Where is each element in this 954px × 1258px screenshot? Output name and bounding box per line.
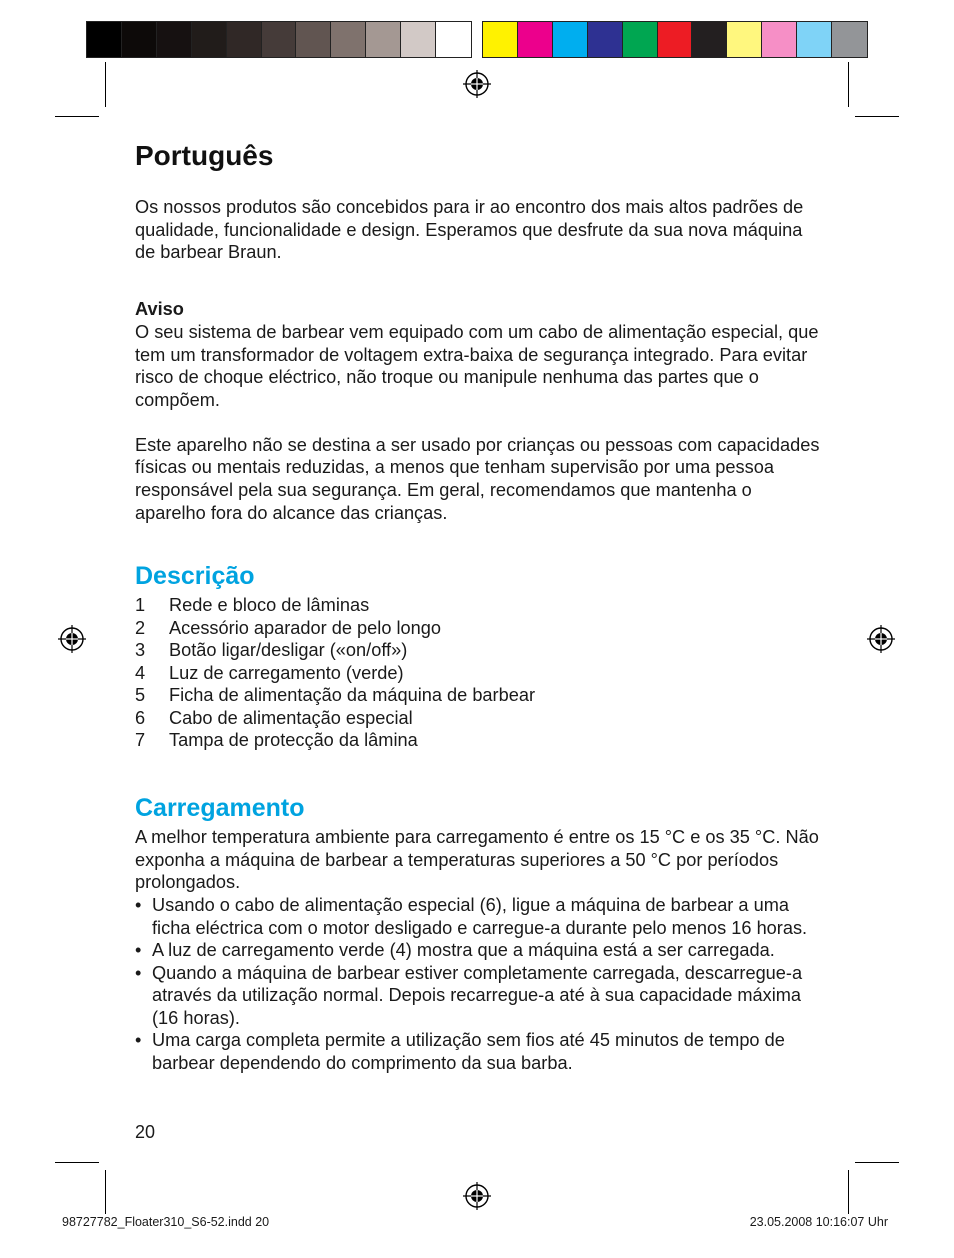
list-item-number: 3 bbox=[135, 640, 146, 661]
color-swatch bbox=[296, 22, 331, 57]
bullet-icon: • bbox=[135, 895, 142, 916]
charging-intro: A melhor temperatura ambiente para carregamento é entre os 15 °C e os 35 °C. Não exponha a máquina de barbear a temperaturas superiores a 50 °C por períodos prolongados. bbox=[135, 826, 819, 893]
list-item bbox=[135, 729, 825, 752]
registration-mark-icon bbox=[462, 1181, 492, 1211]
list-item-text: A luz de carregamento verde (4) mostra que a máquina está a ser carregada. bbox=[152, 940, 775, 961]
color-swatch bbox=[366, 22, 401, 57]
footer-filename: 98727782_Floater310_S6-52.indd 20 bbox=[62, 1215, 270, 1229]
list-item-text: Quando a máquina de barbear estiver completamente carregada, descarregue-a através da utilização normal. Depois recarregue-a até à sua capacidade máxima (16 horas). bbox=[152, 962, 803, 1028]
parts-list bbox=[135, 594, 825, 752]
color-swatch bbox=[797, 22, 832, 57]
crop-mark bbox=[848, 1170, 849, 1214]
color-swatch bbox=[762, 22, 797, 57]
color-swatch bbox=[483, 22, 518, 57]
crop-mark bbox=[55, 116, 99, 117]
registration-mark-icon bbox=[462, 69, 492, 99]
list-item-text: Tampa de protecção da lâmina bbox=[169, 730, 418, 751]
list-item-text: Cabo de alimentação especial bbox=[169, 707, 413, 728]
list-item-text: Acessório aparador de pelo longo bbox=[169, 617, 441, 638]
color-swatch bbox=[623, 22, 658, 57]
list-item bbox=[135, 707, 825, 730]
color-swatch bbox=[518, 22, 553, 57]
list-item-text: Ficha de alimentação da máquina de barbear bbox=[169, 685, 536, 706]
crop-mark bbox=[848, 62, 849, 107]
color-swatch bbox=[553, 22, 588, 57]
list-item-text: Usando o cabo de alimentação especial (6), ligue a máquina de barbear a uma ficha eléctrica com o motor desligado e carregue-a durante pelo menos 16 horas. bbox=[152, 895, 808, 938]
charging-instructions-list bbox=[135, 894, 825, 1074]
color-swatch bbox=[588, 22, 623, 57]
list-item-number: 7 bbox=[135, 730, 146, 751]
list-item-number: 6 bbox=[135, 707, 146, 728]
color-swatch bbox=[122, 22, 157, 57]
warning-title: Aviso bbox=[135, 299, 184, 320]
registration-mark-icon bbox=[57, 624, 87, 654]
color-swatch bbox=[157, 22, 192, 57]
crop-mark bbox=[105, 62, 106, 107]
children-warning-paragraph: Este aparelho não se destina a ser usado por crianças ou pessoas com capacidades físicas ou mentais reduzidas, a menos que tenham supervisão por uma pessoa responsável pela sua segurança. Em geral, recomendamos que mantenha o aparelho fora do alcance das crianças. bbox=[135, 434, 820, 523]
color-swatch bbox=[832, 22, 867, 57]
page-content bbox=[135, 136, 825, 1074]
color-swatch bbox=[692, 22, 727, 57]
list-item bbox=[135, 639, 825, 662]
footer-timestamp: 23.05.2008 10:16:07 Uhr bbox=[749, 1215, 888, 1229]
color-swatch bbox=[401, 22, 436, 57]
list-item-text: Botão ligar/desligar («on/off») bbox=[169, 640, 408, 661]
list-item bbox=[135, 1029, 825, 1074]
list-item-number: 1 bbox=[135, 595, 146, 616]
grayscale-calibration-bar bbox=[86, 21, 472, 58]
list-item-number: 4 bbox=[135, 662, 146, 683]
crop-mark bbox=[855, 1162, 899, 1163]
list-item-text: Rede e bloco de lâminas bbox=[169, 595, 370, 616]
page-number: 20 bbox=[135, 1122, 156, 1142]
color-swatch bbox=[227, 22, 262, 57]
list-item bbox=[135, 662, 825, 685]
bullet-icon: • bbox=[135, 962, 142, 983]
color-swatch bbox=[331, 22, 366, 57]
bullet-icon: • bbox=[135, 940, 142, 961]
list-item-text: Luz de carregamento (verde) bbox=[169, 662, 404, 683]
list-item bbox=[135, 594, 825, 617]
page-title: Português bbox=[135, 140, 274, 171]
crop-mark bbox=[55, 1162, 99, 1163]
crop-mark bbox=[105, 1170, 106, 1214]
color-swatch bbox=[436, 22, 471, 57]
list-item bbox=[135, 684, 825, 707]
list-item-text: Uma carga completa permite a utilização sem fios até 45 minutos de tempo de barbear dependendo do comprimento da sua barba. bbox=[152, 1030, 785, 1073]
color-swatch bbox=[87, 22, 122, 57]
list-item bbox=[135, 617, 825, 640]
color-swatch bbox=[262, 22, 297, 57]
registration-mark-icon bbox=[866, 624, 896, 654]
warning-paragraph: O seu sistema de barbear vem equipado com um cabo de alimentação especial, que tem um transformador de voltagem extra-baixa de segurança integrado. Para evitar risco de choque eléctrico, não troque ou manipule nenhuma das partes que o compõem. bbox=[135, 321, 819, 410]
color-swatch bbox=[192, 22, 227, 57]
list-item bbox=[135, 939, 825, 962]
crop-mark bbox=[855, 116, 899, 117]
color-swatch bbox=[727, 22, 762, 57]
intro-paragraph: Os nossos produtos são concebidos para ir ao encontro dos mais altos padrões de qualidade, funcionalidade e design. Esperamos que desfrute da sua nova máquina de barbear Braun. bbox=[135, 197, 804, 263]
color-calibration-bar bbox=[482, 21, 868, 58]
list-item bbox=[135, 894, 825, 939]
bullet-icon: • bbox=[135, 1030, 142, 1051]
charging-heading: Carregamento bbox=[135, 793, 305, 822]
list-item-number: 2 bbox=[135, 617, 146, 638]
list-item bbox=[135, 962, 825, 1030]
color-swatch bbox=[658, 22, 693, 57]
list-item-number: 5 bbox=[135, 685, 146, 706]
description-heading: Descrição bbox=[135, 562, 255, 591]
